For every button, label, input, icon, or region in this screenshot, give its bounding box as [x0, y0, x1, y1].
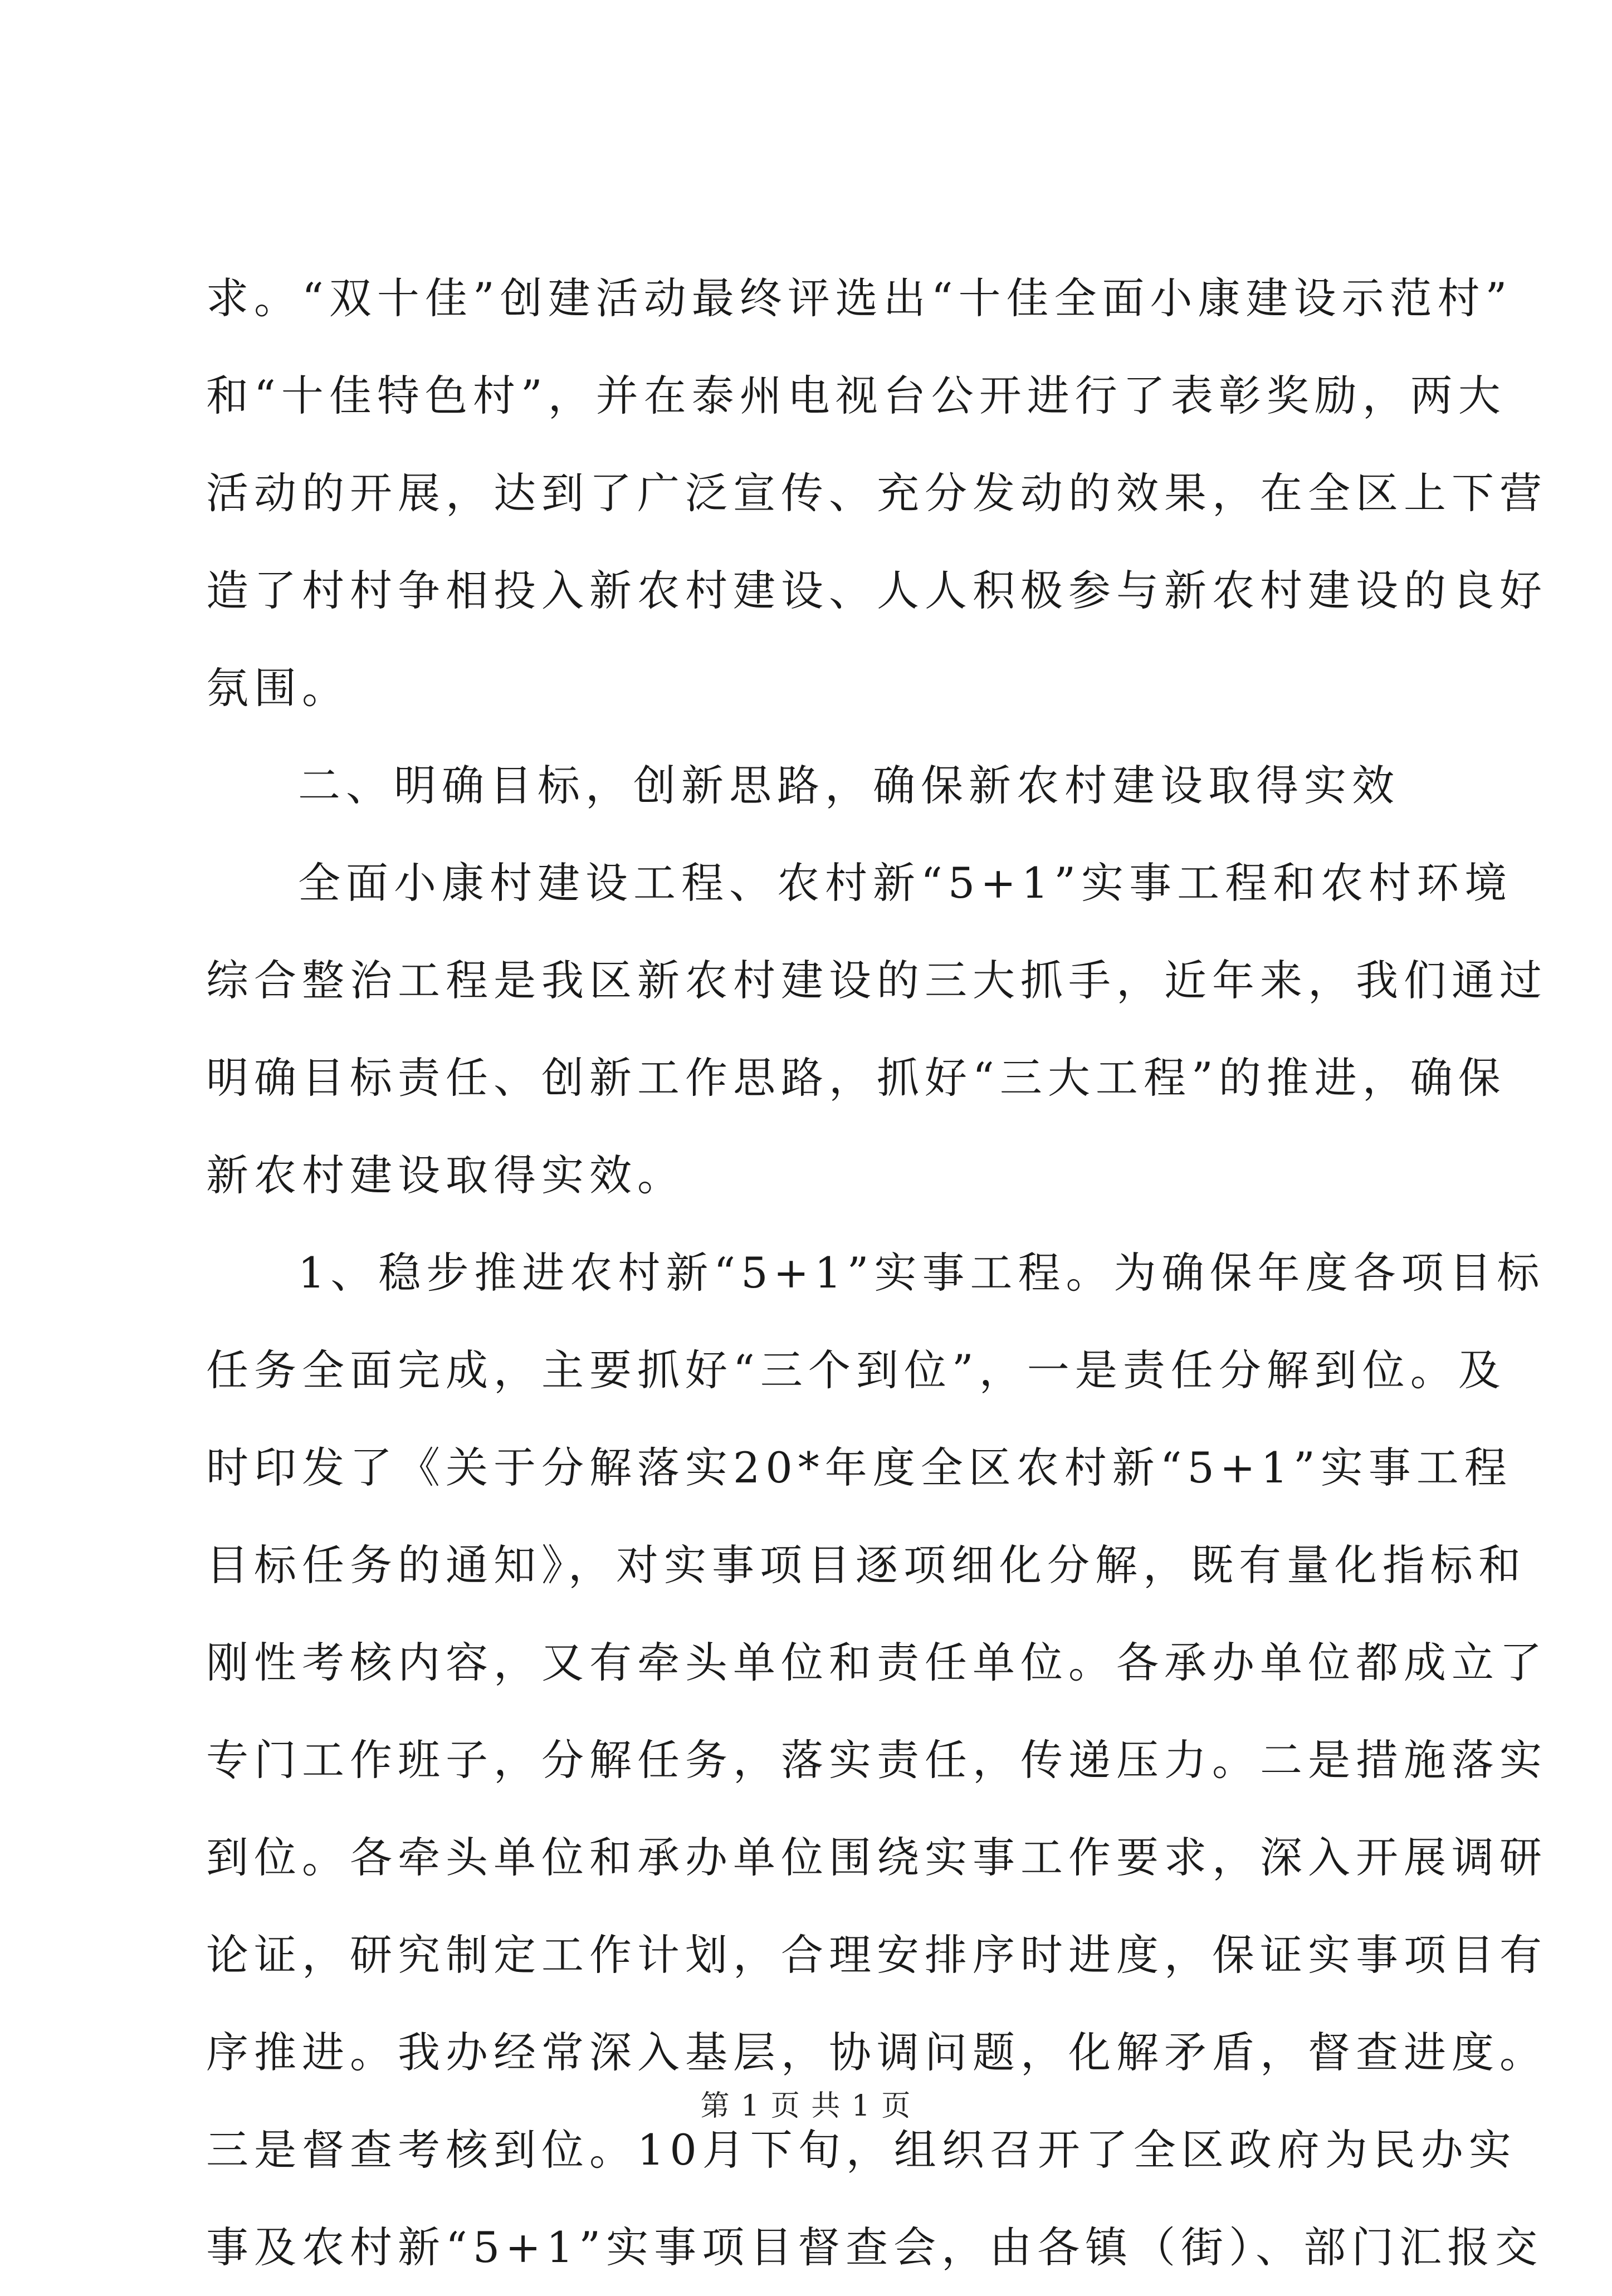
text-line: 刚性考核内容，又有牵头单位和责任单位。各承办单位都成立了 — [206, 1638, 1547, 1687]
text-line: 1、稳步推进农村新“5+1”实事工程。为确保年度各项目标 — [298, 1248, 1545, 1298]
text-line: 到位。各牵头单位和承办单位围绕实事工作要求，深入开展调研 — [206, 1833, 1547, 1882]
text-line: 求。“双十佳”创建活动最终评选出“十佳全面小康建设示范村” — [206, 273, 1513, 323]
text-line: 氛围。 — [206, 663, 350, 713]
text-line: 事及农村新“5+1”实事项目督查会，由各镇（街）、部门汇报交 — [206, 2222, 1543, 2272]
text-line: 和“十佳特色村”，并在泰州电视台公开进行了表彰奖励，两大 — [206, 371, 1506, 420]
text-line: 活动的开展，达到了广泛宣传、充分发动的效果，在全区上下营 — [206, 468, 1547, 518]
text-line: 全面小康村建设工程、农村新“5+1”实事工程和农村环境 — [298, 858, 1513, 908]
section-heading: 二、明确目标，创新思路，确保新农村建设取得实效 — [298, 761, 1400, 810]
text-line: 造了村村争相投入新农村建设、人人积极参与新农村建设的良好 — [206, 566, 1547, 615]
text-line: 新农村建设取得实效。 — [206, 1151, 685, 1200]
text-line: 任务全面完成，主要抓好“三个到位”，一是责任分解到位。及 — [206, 1345, 1506, 1395]
text-line: 序推进。我办经常深入基层，协调问题，化解矛盾，督查进度。 — [206, 2028, 1547, 2077]
page-footer: 第 1 页 共 1 页 — [700, 2089, 912, 2123]
text-line: 专门工作班子，分解任务，落实责任，传递压力。二是措施落实 — [206, 1735, 1547, 1785]
text-line: 目标任务的通知》，对实事项目逐项细化分解，既有量化指标和 — [206, 1540, 1526, 1590]
text-line: 论证，研究制定工作计划，合理安排序时进度，保证实事项目有 — [206, 1930, 1547, 1980]
text-line: 综合整治工程是我区新农村建设的三大抓手，近年来，我们通过 — [206, 956, 1547, 1005]
text-line: 时印发了《关于分解落实20*年度全区农村新“5+1”实事工程 — [206, 1443, 1512, 1492]
document-body — [206, 249, 1547, 2296]
text-line: 三是督查考核到位。10月下旬，组织召开了全区政府为民办实 — [206, 2125, 1517, 2175]
text-line: 明确目标责任、创新工作思路，抓好“三大工程”的推进，确保 — [206, 1053, 1506, 1103]
